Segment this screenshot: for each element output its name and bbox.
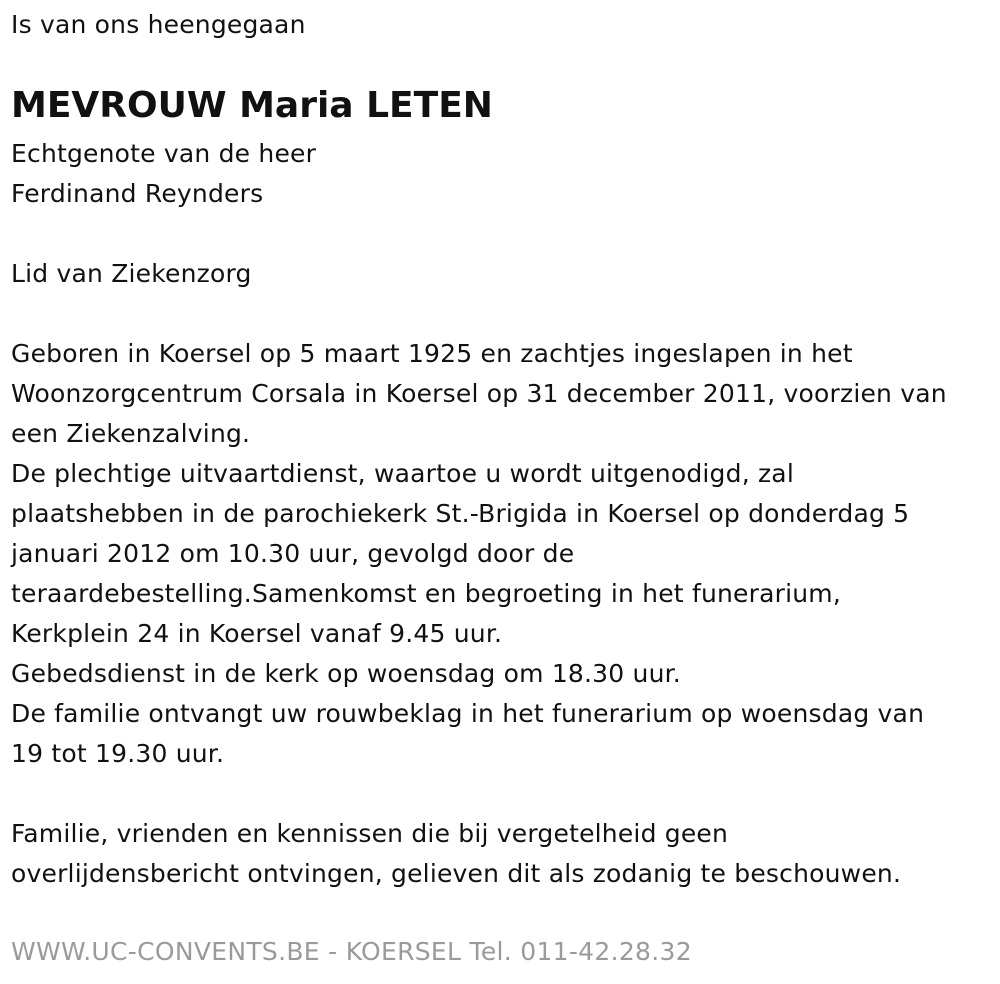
details-line: Kerkplein 24 in Koersel vanaf 9.45 uur. [11,619,503,648]
footer-contact: WWW.UC-CONVENTS.BE - KOERSEL Tel. 011-42.28.32 [11,937,692,966]
details-line: januari 2012 om 10.30 uur, gevolgd door de [11,539,575,568]
intro-text: Is van ons heengegaan [11,10,306,39]
details-line: teraardebestelling.Samenkomst en begroeting in het funerarium, [11,579,841,608]
details-line: plaatshebben in de parochiekerk St.-Brigida in Koersel op donderdag 5 [11,499,910,528]
details-line: Geboren in Koersel op 5 maart 1925 en zachtjes ingeslapen in het [11,339,853,368]
membership-text: Lid van Ziekenzorg [11,259,252,288]
details-line: Woonzorgcentrum Corsala in Koersel op 31 december 2011, voorzien van [11,379,947,408]
details-line: 19 tot 19.30 uur. [11,739,225,768]
spacer [11,214,991,254]
spouse-line: Ferdinand Reynders [11,179,264,208]
notice-body [11,134,991,894]
spacer [11,294,991,334]
spouse-line: Echtgenote van de heer [11,139,317,168]
deceased-name: MEVROUW Maria LETEN [11,85,493,126]
details-line: een Ziekenzalving. [11,419,251,448]
details-line: Gebedsdienst in de kerk op woensdag om 18.30 uur. [11,659,681,688]
closing-line: overlijdensbericht ontvingen, gelieven dit als zodanig te beschouwen. [11,859,902,888]
details-line: De familie ontvangt uw rouwbeklag in het funerarium op woensdag van [11,699,925,728]
closing-line: Familie, vrienden en kennissen die bij vergetelheid geen [11,819,729,848]
spacer [11,774,991,814]
details-line: De plechtige uitvaartdienst, waartoe u wordt uitgenodigd, zal [11,459,794,488]
